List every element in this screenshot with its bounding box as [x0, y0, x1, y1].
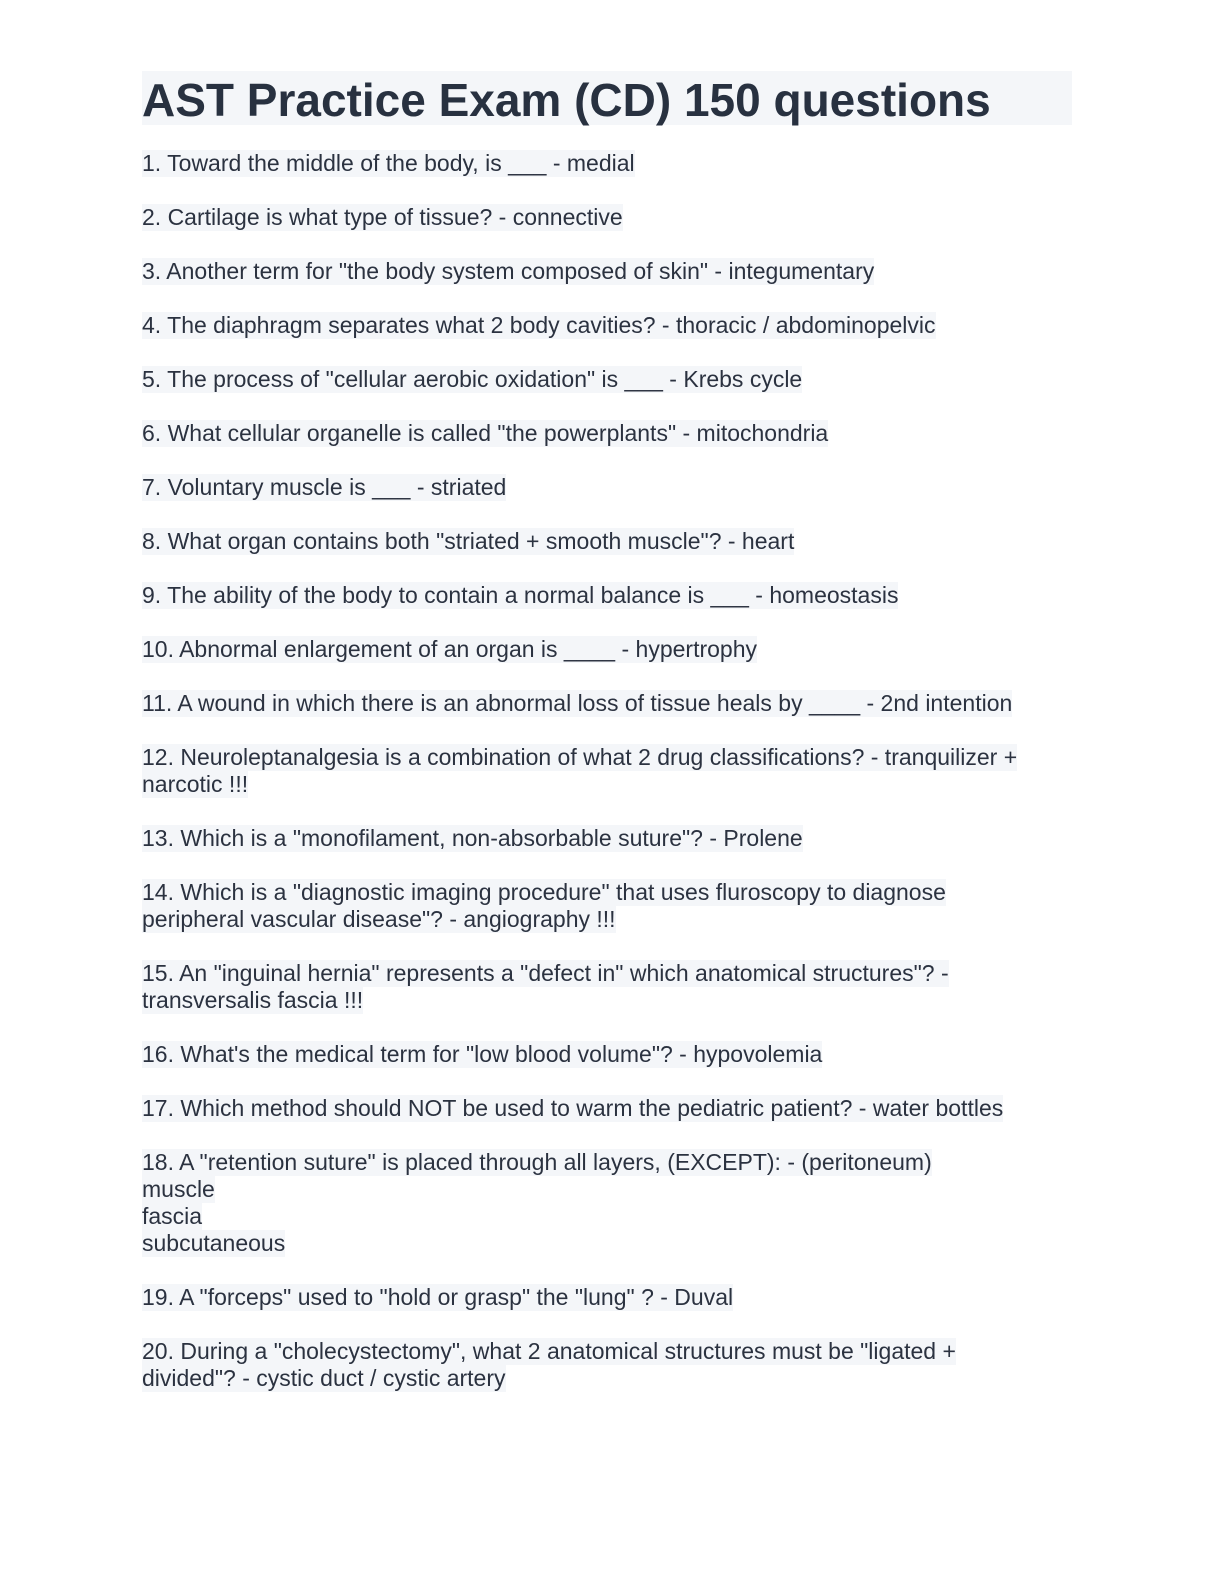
question-line: 12. Neuroleptanalgesia is a combination of what 2 drug classifications? - tranquilizer +	[142, 744, 1018, 770]
question-line: 1. Toward the middle of the body, is ___ - medial	[142, 150, 635, 176]
question-line: peripheral vascular disease"? - angiography !!!	[142, 906, 616, 932]
question-line: 17. Which method should NOT be used to warm the pediatric patient? - water bottles	[142, 1095, 1004, 1121]
question-line: 16. What's the medical term for "low blood volume"? - hypovolemia	[142, 1041, 823, 1067]
question-item	[142, 258, 1072, 285]
question-line: fascia	[142, 1203, 203, 1229]
question-item	[142, 528, 1072, 555]
question-line: 13. Which is a "monofilament, non-absorbable suture"? - Prolene	[142, 825, 803, 851]
question-list	[142, 150, 1072, 1392]
question-line: 4. The diaphragm separates what 2 body cavities? - thoracic / abdominopelvic	[142, 312, 936, 338]
question-item	[142, 744, 1072, 798]
question-line: 20. During a "cholecystectomy", what 2 anatomical structures must be "ligated +	[142, 1338, 956, 1364]
question-item	[142, 879, 1072, 933]
question-line: 9. The ability of the body to contain a normal balance is ___ - homeostasis	[142, 582, 899, 608]
question-item	[142, 960, 1072, 1014]
question-line: 2. Cartilage is what type of tissue? - connective	[142, 204, 623, 230]
question-line: divided"? - cystic duct / cystic artery	[142, 1365, 506, 1391]
question-line: 15. An "inguinal hernia" represents a "defect in" which anatomical structures"? -	[142, 960, 949, 986]
question-item	[142, 1149, 1072, 1257]
question-item	[142, 204, 1072, 231]
question-line: transversalis fascia !!!	[142, 987, 364, 1013]
question-item	[142, 420, 1072, 447]
question-item	[142, 636, 1072, 663]
question-line: subcutaneous	[142, 1230, 286, 1256]
question-line: 11. A wound in which there is an abnormal loss of tissue heals by ____ - 2nd intention	[142, 690, 1013, 716]
question-line: narcotic !!!	[142, 771, 249, 797]
question-line: 19. A "forceps" used to "hold or grasp" the "lung" ? - Duval	[142, 1284, 734, 1310]
question-item	[142, 312, 1072, 339]
question-item	[142, 474, 1072, 501]
question-line: muscle	[142, 1176, 215, 1202]
question-item	[142, 1041, 1072, 1068]
question-line: 5. The process of "cellular aerobic oxidation" is ___ - Krebs cycle	[142, 366, 803, 392]
question-line: 14. Which is a "diagnostic imaging procedure" that uses fluroscopy to diagnose	[142, 879, 946, 905]
question-item	[142, 1338, 1072, 1392]
question-line: 10. Abnormal enlargement of an organ is ____ - hypertrophy	[142, 636, 757, 662]
page-title: AST Practice Exam (CD) 150 questions	[142, 71, 1072, 125]
question-item	[142, 825, 1072, 852]
question-item	[142, 582, 1072, 609]
question-line: 6. What cellular organelle is called "the powerplants" - mitochondria	[142, 420, 829, 446]
question-line: 18. A "retention suture" is placed through all layers, (EXCEPT): - (peritoneum)	[142, 1149, 932, 1175]
question-item	[142, 366, 1072, 393]
question-line: 8. What organ contains both "striated + smooth muscle"? - heart	[142, 528, 795, 554]
question-item	[142, 1095, 1072, 1122]
document-page	[142, 71, 1072, 1419]
question-item	[142, 1284, 1072, 1311]
question-item	[142, 690, 1072, 717]
question-line: 7. Voluntary muscle is ___ - striated	[142, 474, 507, 500]
question-line: 3. Another term for "the body system composed of skin" - integumentary	[142, 258, 875, 284]
question-item	[142, 150, 1072, 177]
